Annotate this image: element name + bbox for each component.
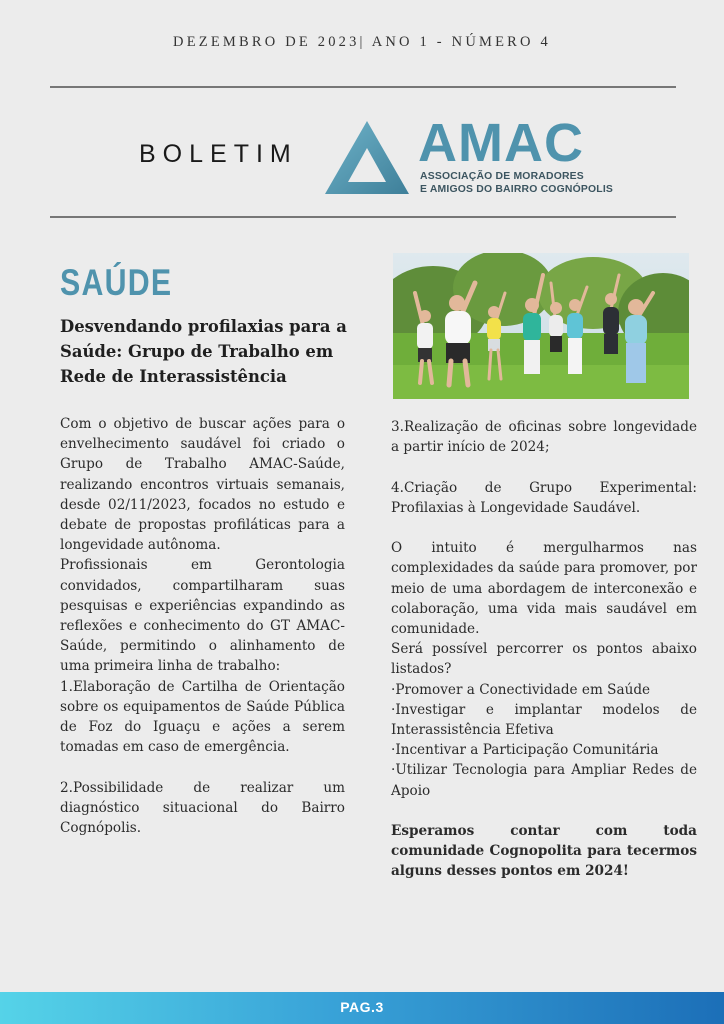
page-number: PAG.3: [340, 999, 384, 1015]
triangle-logo-icon: [322, 118, 412, 198]
exercise-group-photo: [393, 253, 689, 399]
logo-subtitle: [420, 170, 613, 196]
logo-wordmark: AMAC: [418, 113, 584, 173]
left-column: [60, 414, 345, 838]
boletim-label: BOLETIM: [139, 140, 298, 168]
page-footer: [0, 992, 724, 1024]
top-divider: [50, 86, 676, 88]
left-paragraph: 2.Possibilidade de realizar um diagnóstico situacional do Bairro Cognópolis.: [60, 779, 345, 837]
amac-logo: [322, 113, 622, 198]
bullet-item: ·Investigar e implantar modelos de Interassistência Efetiva: [391, 701, 697, 739]
right-column: [391, 417, 697, 882]
bullet-item: ·Utilizar Tecnologia para Ampliar Redes de Apoio: [391, 762, 697, 799]
closing-statement: Esperamos contar com toda comunidade Cognopolita para tecermos alguns desses pontos em 2024!: [391, 823, 697, 880]
bullet-item: ·Incentivar a Participação Comunitária: [391, 742, 659, 759]
bottom-divider: [50, 216, 676, 218]
article-headline: Desvendando profilaxias para a Saúde: Grupo de Trabalho em Rede de Interassistência: [60, 317, 347, 386]
right-paragraph: Será possível percorrer os pontos abaixo listados?: [391, 641, 697, 678]
left-paragraph: 1.Elaboração de Cartilha de Orientação sobre os equipamentos de Saúde Pública de Foz do Iguaçu e ações a serem tomadas em caso de emergência.: [60, 678, 345, 756]
left-paragraph: Profissionais em Gerontologia convidados, compartilharam suas pesquisas e experiências expandindo as reflexões e conhecimento do GT AMAC-Saúde, permitindo o alinhamento de uma primeira linha de trabalho:: [60, 557, 345, 675]
right-paragraph: 4.Criação de Grupo Experimental: Profilaxias à Longevidade Saudável.: [391, 479, 697, 516]
logo-subtitle-line-2: E AMIGOS DO BAIRRO COGNÓPOLIS: [420, 184, 614, 195]
section-title: SAÚDE: [60, 262, 173, 303]
right-paragraph: O intuito é mergulharmos nas complexidades da saúde para promover, por meio de uma abordagem de interconexão e colaboração, uma vida mais saudável em comunidade.: [391, 540, 697, 637]
issue-line: DEZEMBRO DE 2023| ANO 1 - NÚMERO 4: [173, 34, 551, 50]
left-paragraph: Com o objetivo de buscar ações para o envelhecimento saudável foi criado o Grupo de Trabalho AMAC-Saúde, realizando encontros virtuais semanais, desde 02/11/2023, focados no estudo e debate de propostas profiláticas para a longevidade autônoma.: [60, 416, 345, 554]
logo-subtitle-line-1: ASSOCIAÇÃO DE MORADORES: [420, 171, 584, 182]
right-paragraph: 3.Realização de oficinas sobre longevidade a partir início de 2024;: [391, 419, 697, 456]
bullet-item: ·Promover a Conectividade em Saúde: [391, 681, 651, 698]
